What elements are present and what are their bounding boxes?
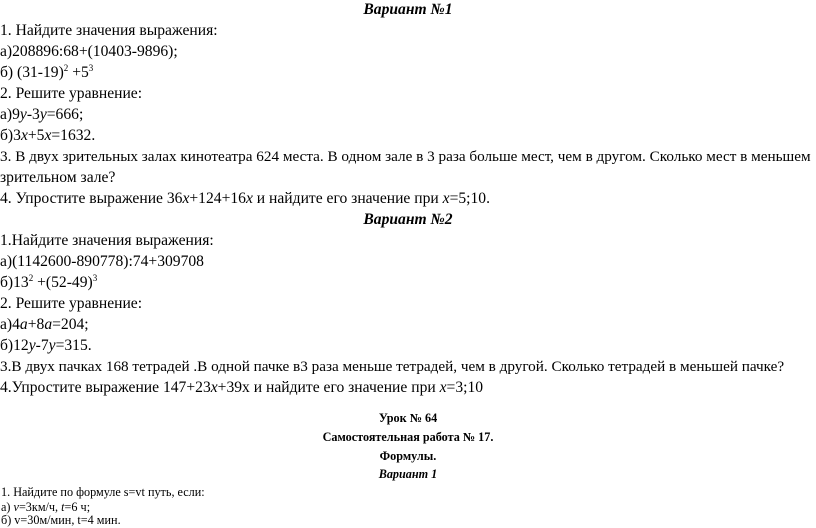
v1-task2-a-post: =666; xyxy=(46,106,84,123)
v2-task3: 3.В двух пачках 168 тетрадей .В одной пачке в3 раза меньше тетрадей, чем в другой. Сколько тетрадей в меньшей пачке? xyxy=(0,358,785,375)
v2-task2-b-var1: у xyxy=(28,337,36,354)
v1-task3-line1: 3. В двух зрительных залах кинотеатра 624 места. В одном зале в 3 раза больше мест, чем в другом. Сколько мест в меньшем xyxy=(0,148,811,165)
v1-task1-b-base: б) (31-19) xyxy=(0,64,64,81)
v2-task2-a xyxy=(0,316,89,334)
lesson-task1-a-eq1: =3км/ч, xyxy=(18,500,62,514)
lesson-subtitle: Самостоятельная работа № 17. xyxy=(322,430,494,444)
variant2-title: Вариант №2 xyxy=(363,211,453,228)
v1-task2-b xyxy=(0,127,95,145)
v2-task2-a-mid: +8 xyxy=(27,316,45,333)
v1-task2-a-var1: у xyxy=(19,106,27,123)
v2-task2-a-var1: а xyxy=(19,316,28,333)
v2-task1-a: а)(1142600-890778):74+309708 xyxy=(0,253,204,270)
v2-task4-var2: х xyxy=(439,379,447,396)
v2-task2-a-var2: а xyxy=(44,316,53,333)
v2-task4-var1: х xyxy=(210,379,218,396)
lesson-topic: Формулы. xyxy=(379,449,437,463)
lesson-task1-a-pre: а) xyxy=(1,500,14,514)
v1-task4 xyxy=(0,190,490,208)
lesson-task1-a-eq2: =6 ч; xyxy=(64,500,91,514)
v1-task2-a-var2: у xyxy=(39,106,47,123)
v1-task4-var2: х xyxy=(245,190,253,207)
v1-task2-a xyxy=(0,106,83,124)
v1-task4-mid: +124+16 xyxy=(189,190,246,207)
v2-task1-b-exp1: 2 xyxy=(28,273,34,283)
v2-task1-b-mid: +(52-49) xyxy=(33,274,93,291)
v1-task2-b-var2: х xyxy=(44,127,52,144)
v2-task4-pre: 4.Упростите выражение 147+23 xyxy=(0,379,211,396)
v1-task1-b-mid: +5 xyxy=(68,64,89,81)
v1-task1-b xyxy=(0,64,93,82)
lesson-task1-a-t: t xyxy=(61,500,65,514)
v2-task2-b-post: =315. xyxy=(55,337,92,354)
v1-task4-pre: 4. Упростите выражение 36 xyxy=(0,190,183,207)
v1-task1-b-exp2: 3 xyxy=(88,63,94,73)
v1-task2-b-post: =1632. xyxy=(51,127,96,144)
v1-task4-mid2: и найдите его значение при xyxy=(252,190,443,207)
lesson-title: Урок № 64 xyxy=(378,411,438,425)
v2-task4 xyxy=(0,379,483,397)
v2-task2-b xyxy=(0,337,92,355)
v2-task2-b-pre: б)12 xyxy=(0,337,29,354)
v1-task1-heading: 1. Найдите значения выражения: xyxy=(0,22,218,39)
v2-task2-a-post: =204; xyxy=(52,316,89,333)
variant1-title: Вариант №1 xyxy=(363,1,453,18)
v2-task4-mid: +39х и найдите его значение при xyxy=(217,379,440,396)
v2-task1-b-base: б)13 xyxy=(0,274,29,291)
v1-task2-heading: 2. Решите уравнение: xyxy=(0,85,143,102)
v2-task2-heading: 2. Решите уравнение: xyxy=(0,295,143,312)
v1-task2-b-var1: х xyxy=(20,127,28,144)
v1-task2-b-mid: +5 xyxy=(27,127,45,144)
v1-task2-a-mid: -3 xyxy=(26,106,40,123)
v1-task4-var3: х xyxy=(442,190,450,207)
v1-task2-a-pre: а)9 xyxy=(0,106,20,123)
v2-task2-b-mid: -7 xyxy=(35,337,49,354)
lesson-variant: Вариант 1 xyxy=(378,467,438,481)
v2-task4-post: =3;10 xyxy=(446,379,484,396)
lesson-task1-a-v: v xyxy=(13,500,19,514)
v2-task2-b-var2: у xyxy=(48,337,56,354)
lesson-task1-b: б) v=30м/мин, t=4 мин. xyxy=(1,513,121,527)
v1-task1-b-exp1: 2 xyxy=(63,63,69,73)
v1-task4-var1: х xyxy=(182,190,190,207)
lesson-task1-heading: 1. Найдите по формуле s=vt путь, если: xyxy=(1,485,205,499)
v1-task1-a: а)208896:68+(10403-9896); xyxy=(0,43,178,60)
v2-task1-b-exp2: 3 xyxy=(92,273,98,283)
v2-task2-a-pre: а)4 xyxy=(0,316,20,333)
v1-task3-line2: зрительном зале? xyxy=(0,169,116,186)
v1-task2-b-pre: б)3 xyxy=(0,127,21,144)
v2-task1-heading: 1.Найдите значения выражения: xyxy=(0,232,214,249)
v2-task1-b xyxy=(0,274,97,292)
v1-task4-post: =5;10. xyxy=(449,190,490,207)
